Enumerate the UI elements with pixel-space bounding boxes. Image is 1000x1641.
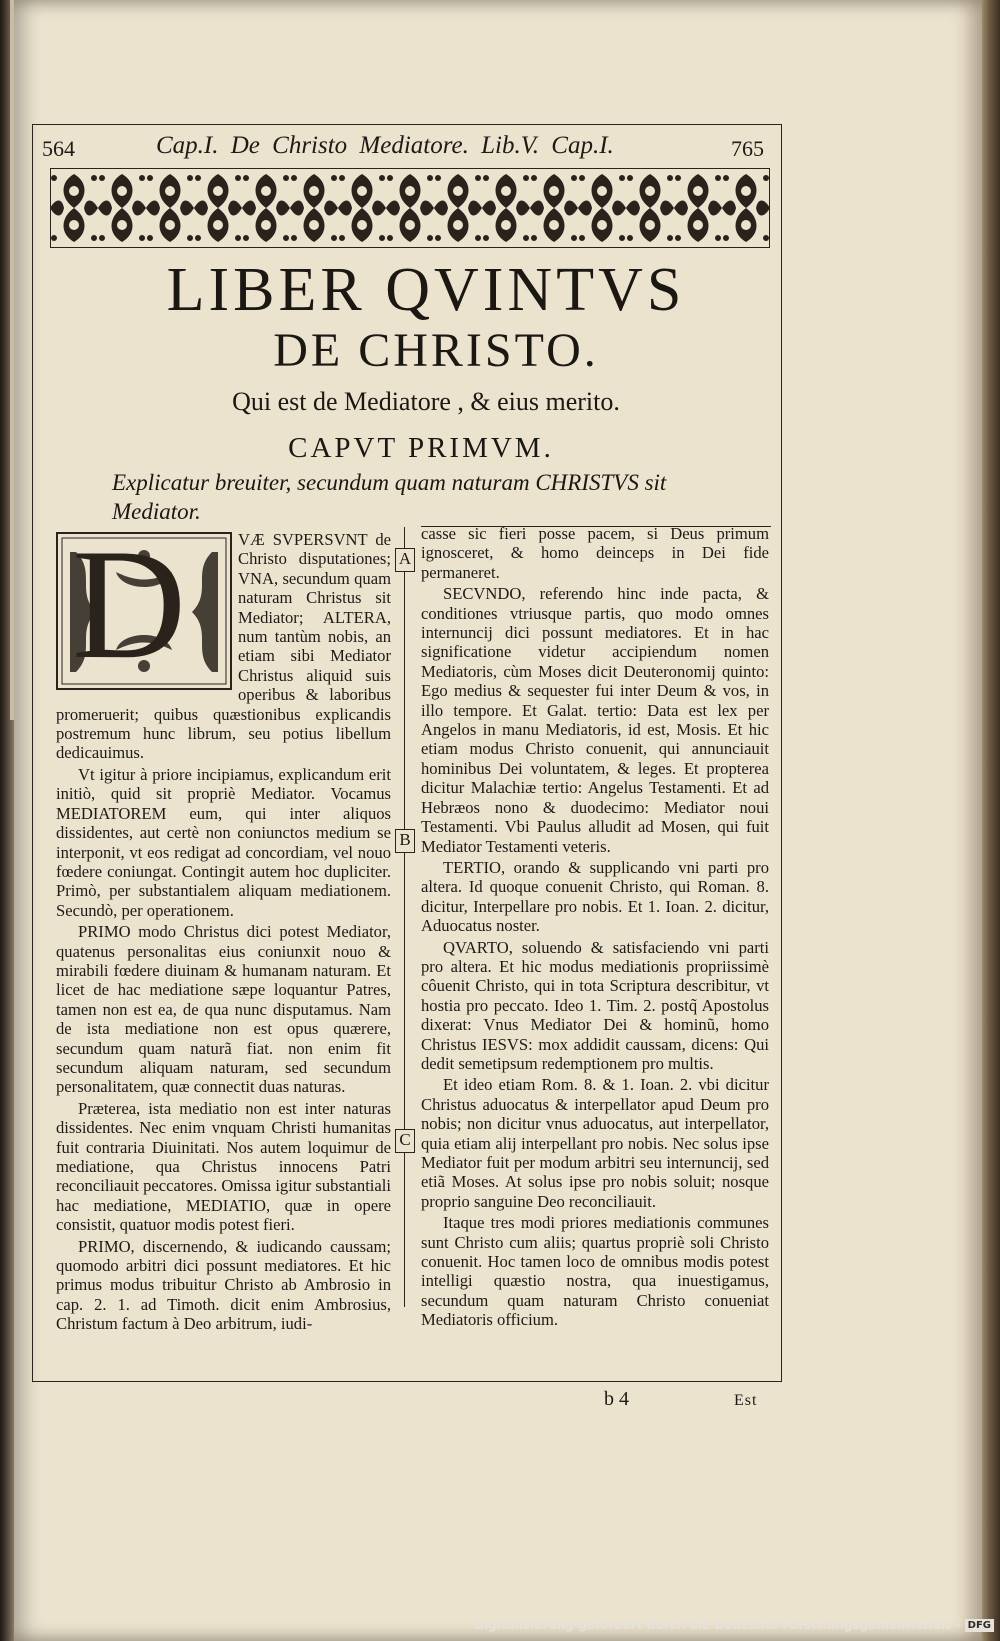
paragraph: Et ideo etiam Rom. 8. & 1. Ioan. 2. vbi dicitur Christus aduocatus & interpellator apud Deum pro nobis; non dicitur vnus aduocatus, aut interpellator, quia etiam alij interpellant pro nobis. Nec solus ipse Mediator fuit per modum arbitri seu internuncij, sed etiã Moses. At solus ipse pro nobis soluit; nosque proprio sanguine Deo reconciliauit. <box>421 1075 769 1211</box>
left-page-number: 564 <box>42 136 75 161</box>
catchword: Est <box>734 1392 758 1409</box>
running-head <box>36 132 776 166</box>
book-edge-right <box>982 0 1000 1641</box>
dfg-logo: DFG <box>965 1619 994 1632</box>
paragraph: VÆ SVPERSVNT de Christo disputationes; VNA, secundum quam naturam Christus sit Mediator; ALTERA, num tantùm nobis, an etiam sibi Mediator Christus aliquid suis operibus & laboribus promeruerit; quibus quæstionibus explicandis postremum hunc librum, seu potius libellum dedicauimus. <box>56 530 391 763</box>
paragraph: Præterea, ista mediatio non est inter naturas dissidentes. Nec enim vnquam Christi humanitas fuit contraria Diuinitati. Nos autem loquimur de mediatione, qua Christus innocens Patri reconciliauit peccatores. Omissa igitur substantiali hac mediatione, MEDIATIO, quæ in opere consistit, quatuor modis potest fieri. <box>56 1098 392 1235</box>
digitization-footer <box>474 1615 994 1635</box>
decorated-initial <box>56 517 232 692</box>
ornamental-headpiece <box>50 168 770 248</box>
paragraph: Vt igitur à priore incipiamus, explicandum erit initiò, quid sit propriè Mediator. Vocamus MEDIATOREM eum, qui inter aliquos dissidentes, aut certè non coniunctos medium se interponit, vt eos redigat ad concordiam, vel nouo fœdere coniungat. Contingit autem hoc dupliciter. Primò, per substantialem aliquam mediationem. Secundò, per operationem. <box>56 764 391 920</box>
running-head-title: Cap.I. De Christo Mediatore. Lib.V. Cap.I. <box>156 132 614 159</box>
footer-text: Digitalisierung gefördert durch die Deutsche Forschungsgemeinschaft - <box>474 1618 961 1632</box>
signature-mark: b 4 <box>604 1388 629 1410</box>
chapter-summary: Explicatur breuiter, secundum quam naturam CHRISTVS sit Mediator. <box>112 470 667 524</box>
title-line-2: DE CHRISTO. <box>273 324 599 377</box>
margin-letter-c: C <box>395 1129 415 1153</box>
margin-letter-b: B <box>395 829 415 853</box>
title-line-3: Qui est de Mediatore , & eius merito. <box>232 387 620 416</box>
right-column <box>421 524 769 1332</box>
paragraph: Itaque tres modi priores mediationis communes sunt Christo cum aliis; quartus propriè soli Christo conuenit. Hoc tamen loco de omnibus modis potest intelligi quæstio nostra, qua inuestigamus, secundum quam naturam Christo conueniat Mediatoris officium. <box>421 1213 769 1330</box>
right-page-number: 765 <box>731 136 764 161</box>
left-column <box>56 517 392 1336</box>
paragraph: PRIMO modo Christus dici potest Mediator, quatenus personalitas eius coniunxit nouo & mirabili fœdere diuinam & humanam naturam. Et licet de hac mediatione sæpe loquantur Patres, tamen non est ea, de qua nunc disputamus. Nam de ista mediatione non est opus quærere, secundum quam naturã fiat. non enim fit secundum aliquam naturam, sed secundum personalitatem, quæ connectit duas naturas. <box>56 922 391 1097</box>
paragraph: TERTIO, orando & supplicando vni parti pro altera. Id quoque conuenit Christo, qui Roman. 8. dicitur, Interpellare pro nobis. Et 1. Ioan. 2. dicitur, Aduocatus noster. <box>421 857 769 936</box>
margin-letter-a: A <box>395 548 415 572</box>
title-line-1: LIBER QVINTVS <box>166 256 686 324</box>
book-title <box>32 258 780 418</box>
paragraph: SECVNDO, referendo hinc inde pacta, & conditiones vtriusque partis, quo modo omnes internuncij dici possunt mediatores. Et in hac significatione videtur accipiendum nomen Mediatoris, cùm Moses dicit Deuteronomij quinto: Ego medius & sequester fui inter Deum & vos, in illo tempore. Et Galat. tertio: Data est lex per Angelos in manu Mediatoris, id est, Mosis. Et hic etiam modus Christo conuenit, qui annunciauit hominibus Dei voluntatem, & leges. Et propterea dicitur Malachiæ tertio: Angelus Testamenti. Et ad Hebræos nono & duodecimo: Mediator noui Testamenti. Vbi Paulus alludit ad Mosen, qui fuit Mediator Testamenti veteris. <box>421 584 769 856</box>
book-page <box>14 0 982 1641</box>
column-divider <box>404 527 405 1307</box>
chapter-heading: CAPVT PRIMVM. <box>288 432 554 464</box>
paragraph: QVARTO, soluendo & satisfaciendo vni parti pro altera. Et hic modus mediationis propriissimè côuenit Christo, qui in tota Scriptura describitur, vt hostia pro peccato. Ideo 1. Tim. 2. postq̃ Apostolus dixerat: Vnus Mediator Dei & hominũ, homo Christus IESVS: mox addidit caussam, dicens: Qui dedit semetipsum redemptionem pro multis. <box>421 937 769 1073</box>
paragraph: casse sic fieri posse pacem, si Deus primum ignosceret, & homo deinceps in Dei fide permaneret. <box>421 524 769 582</box>
paragraph: PRIMO, discernendo, & iudicando caussam; quomodo arbitri dici possunt mediatores. Et hic primus modus tribuitur Christo ab Ambrosio in cap. 2. 1. ad Timoth. dicit enim Ambrosius, Christum factum à Deo arbitrum, iudi- <box>56 1236 391 1334</box>
dropcap-letter: D <box>72 517 187 692</box>
